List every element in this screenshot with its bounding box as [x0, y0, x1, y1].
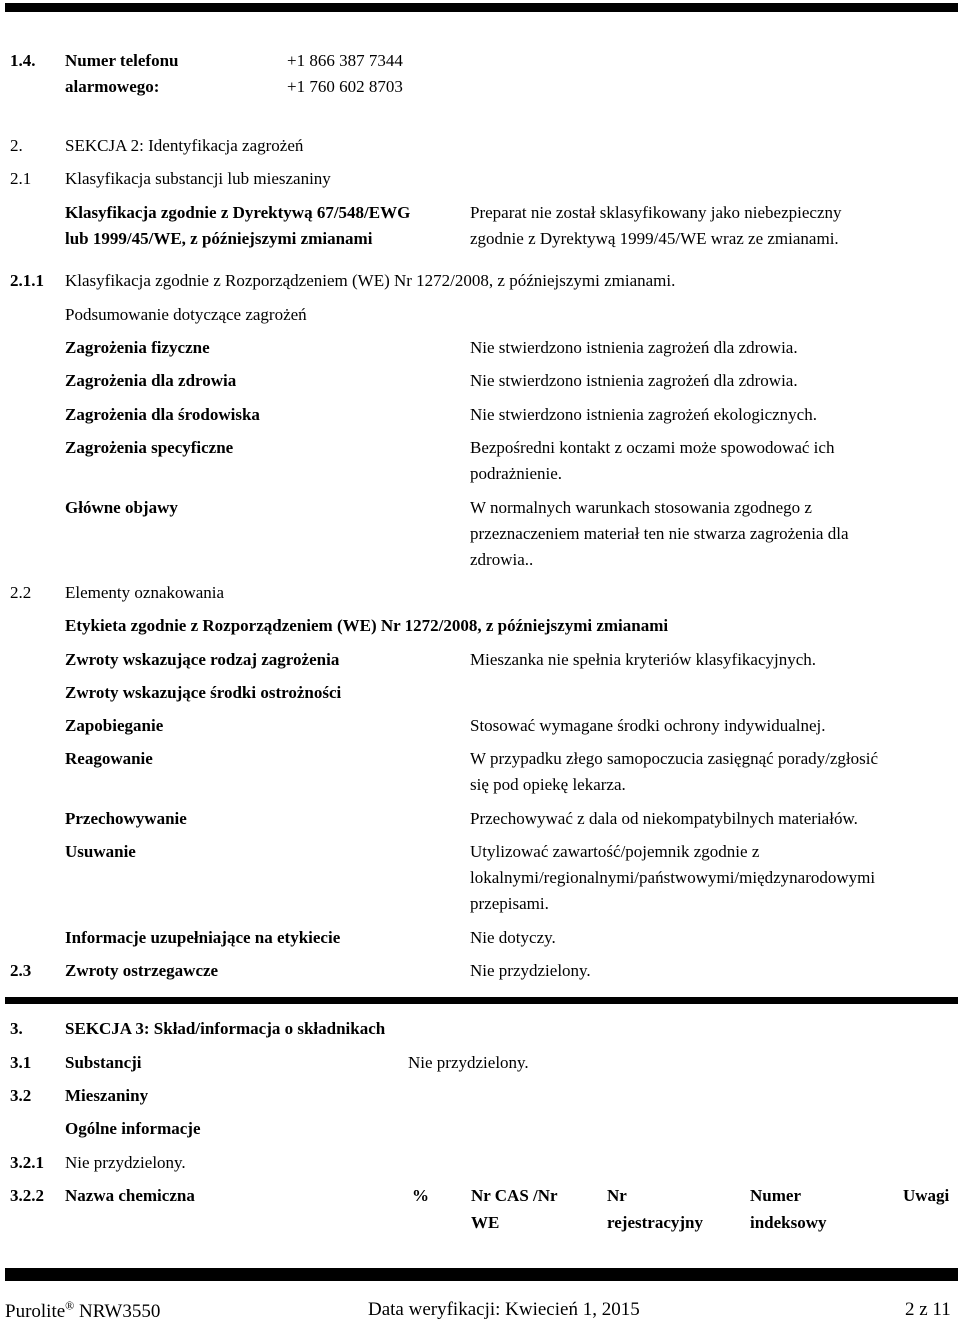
section-number: 3.	[10, 1019, 23, 1038]
emergency-phone-label-2: alarmowego:	[65, 77, 160, 96]
section-number: 2.3	[10, 961, 32, 980]
section-title: Klasyfikacja substancji lub mieszaniny	[65, 169, 331, 188]
section-number: 1.4.	[10, 51, 36, 70]
label-row-label: Zwroty wskazujące rodzaj zagrożenia	[65, 650, 340, 669]
label-row-label: Reagowanie	[65, 749, 153, 768]
label-row-label: Przechowywanie	[65, 809, 187, 828]
label-row-label: Zapobieganie	[65, 716, 164, 735]
label-row-value: Nie dotyczy.	[470, 928, 556, 947]
hazard-statements-value: Nie przydzielony.	[470, 961, 591, 980]
label-row-value: W przypadku złego samopoczucia zasięgnąć porady/zgłosić	[470, 749, 878, 768]
section-number: 2.1.1	[10, 271, 44, 290]
column-header-index-line-2: indeksowy	[750, 1213, 827, 1232]
label-row-value: Mieszanka nie spełnia kryteriów klasyfikacyjnych.	[470, 650, 817, 669]
footer-rule	[5, 1268, 958, 1281]
section-number: 2.	[10, 136, 23, 155]
hazard-value: Nie stwierdzono istnienia zagrożeń dla zdrowia.	[470, 371, 798, 390]
brand-name: Purolite	[5, 1301, 66, 1320]
directive-label: Klasyfikacja zgodnie z Dyrektywą 67/548/EWG	[65, 203, 411, 222]
emergency-phone-label: Numer telefonu	[65, 51, 179, 70]
hazard-label: Główne objawy	[65, 498, 178, 517]
column-header-chemical-name: Nazwa chemiczna	[65, 1186, 195, 1205]
hazard-label: Zagrożenia dla środowiska	[65, 405, 260, 424]
section-title: SEKCJA 2: Identyfikacja zagrożeń	[65, 136, 304, 155]
label-row-value-line: się pod opiekę lekarza.	[470, 775, 626, 794]
general-info-heading: Ogólne informacje	[65, 1119, 201, 1138]
substances-value: Nie przydzielony.	[408, 1053, 529, 1072]
section-divider	[5, 997, 958, 1004]
section-title: Mieszaniny	[65, 1086, 149, 1105]
directive-label-2: lub 1999/45/WE, z późniejszymi zmianami	[65, 229, 373, 248]
section-number: 2.2	[10, 583, 32, 602]
hazard-value: Nie stwierdzono istnienia zagrożeń ekologicznych.	[470, 405, 817, 424]
registered-mark: ®	[65, 1298, 75, 1313]
hazard-value-line: przeznaczeniem materiał ten nie stwarza zagrożenia dla	[470, 524, 849, 543]
emergency-phone-1: +1 866 387 7344	[287, 51, 403, 70]
column-header-registration: Nr	[607, 1186, 627, 1205]
hazard-value: Bezpośredni kontakt z oczami może spowodować ich	[470, 438, 835, 457]
section-title: SEKCJA 3: Skład/informacja o składnikach	[65, 1019, 386, 1038]
mixtures-value: Nie przydzielony.	[65, 1153, 186, 1172]
section-number: 3.1	[10, 1053, 32, 1072]
hazard-label: Zagrożenia dla zdrowia	[65, 371, 237, 390]
hazard-label: Zagrożenia fizyczne	[65, 338, 210, 357]
hazard-value: W normalnych warunkach stosowania zgodnego z	[470, 498, 812, 517]
column-header-cas: Nr CAS /Nr	[471, 1186, 558, 1205]
section-number: 3.2.1	[10, 1153, 44, 1172]
column-header-index: Numer	[750, 1186, 801, 1205]
column-header-cas-line-2: WE	[471, 1213, 500, 1232]
hazard-value-line: podrażnienie.	[470, 464, 563, 483]
section-title: Zwroty ostrzegawcze	[65, 961, 219, 980]
directive-value-2: zgodnie z Dyrektywą 1999/45/WE wraz ze zmianami.	[470, 229, 839, 248]
label-row-value: Utylizować zawartość/pojemnik zgodnie z	[470, 842, 760, 861]
label-row-label: Usuwanie	[65, 842, 136, 861]
section-number: 3.2.2	[10, 1186, 44, 1205]
hazard-value: Nie stwierdzono istnienia zagrożeń dla zdrowia.	[470, 338, 798, 357]
section-number: 3.2	[10, 1086, 32, 1105]
label-row-value: Stosować wymagane środki ochrony indywidualnej.	[470, 716, 826, 735]
hazard-label: Zagrożenia specyficzne	[65, 438, 234, 457]
label-elements-heading: Etykieta zgodnie z Rozporządzeniem (WE) Nr 1272/2008, z późniejszymi zmianami	[65, 616, 669, 635]
page-number: 2 z 11	[905, 1299, 951, 1320]
label-row-value-line: lokalnymi/regionalnymi/państwowymi/międzynarodowymi	[470, 868, 876, 887]
column-header-percent: %	[412, 1186, 429, 1205]
hazard-summary-heading: Podsumowanie dotyczące zagrożeń	[65, 305, 307, 324]
hazard-value-line: zdrowia..	[470, 550, 534, 569]
section-number: 2.1	[10, 169, 32, 188]
directive-value: Preparat nie został sklasyfikowany jako niebezpieczny	[470, 203, 842, 222]
label-row-value: Przechowywać z dala od niekompatybilnych materiałów.	[470, 809, 858, 828]
emergency-phone-2: +1 760 602 8703	[287, 77, 403, 96]
section-title: Elementy oznakowania	[65, 583, 225, 602]
product-code: NRW3550	[79, 1301, 161, 1320]
footer-product	[5, 1298, 161, 1320]
label-row-value-line: przepisami.	[470, 894, 549, 913]
label-row-label: Zwroty wskazujące środki ostrożności	[65, 683, 342, 702]
top-rule	[5, 3, 958, 12]
label-row-label: Informacje uzupełniające na etykiecie	[65, 928, 341, 947]
column-header-registration-line-2: rejestracyjny	[607, 1213, 703, 1232]
column-header-notes: Uwagi	[903, 1186, 950, 1205]
footer-revision-date: Data weryfikacji: Kwiecień 1, 2015	[368, 1299, 640, 1320]
section-title: Substancji	[65, 1053, 142, 1072]
section-title: Klasyfikacja zgodnie z Rozporządzeniem (WE) Nr 1272/2008, z późniejszymi zmianami.	[65, 271, 676, 290]
